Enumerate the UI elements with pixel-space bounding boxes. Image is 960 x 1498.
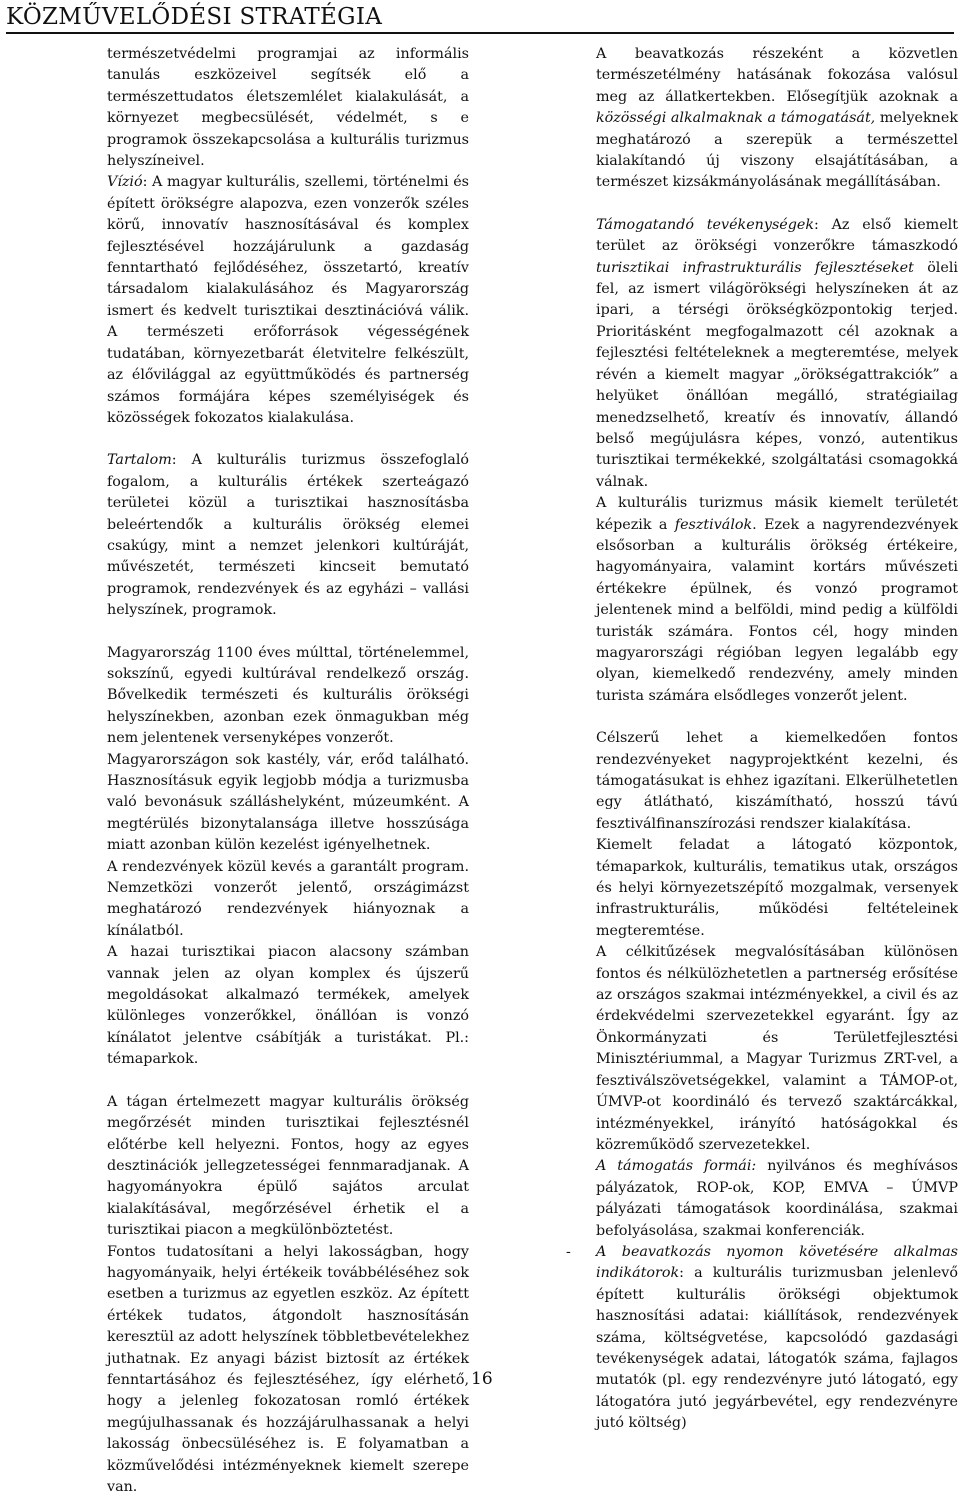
paragraph-heritage-preservation: A tágan értelmezett magyar kulturális örökség megőrzését minden turisztikai fejlesztésnél előtérbe kell helyezni. Fontos, hogy az egyes desztinációk jellegzetességei fennmaradjanak. A hagyományokra épülő sajátos arculat kialakításával, megőrzésével érhetik el a turisztikai piacon a megkülönböztetést. bbox=[107, 1093, 469, 1239]
paragraph-large-projects: Célszerű lehet a kiemelkedően fontos rendezvényeket nagyprojektként kezelni, és támogatásukat is ehhez igazítani. Elkerülhetetlen egy átlátható, kiszámítható, hosszú távú fesztiválfinanszírozási rendszer kialakítása. bbox=[596, 730, 958, 832]
paragraph-local-awareness: Fontos tudatosítani a helyi lakosságban, hogy hagyományaik, helyi értékeik továbbéléséhez sok esetben a turizmus az egyetlen eszköz. Az épített értékek tudatos, átgondolt hasznosításán keresztül az adott helyszínek többletbevételekhez juthatnak. Ez anyagi bázist biztosít az értékek fenntartásához és fejlesztéséhez, így elérhető, hogy a jelenleg fokozatosan romló értékek megújulhassanak és hozzájárulhassanak a helyi lakosság önbecsüléséhez is. E folyamatban a közművelődési intézményeknek kiemelt szerepe van. bbox=[107, 1243, 469, 1495]
paragraph-supported-activities bbox=[596, 215, 958, 493]
supported-activities-emphasis: turisztikai infrastrukturális fejlesztéseket bbox=[596, 259, 914, 276]
festivals-text-b: . Ezek a nagyrendezvények elsősorban a kulturális örökség értékeire, hagyományaira, valamint kortárs művészeti értékekre épülnek, és vonzó programot jelentenek mind a belföldi, mind pedig a külföldi turisták számára. Fontos cél, hogy minden magyarországi régióban legyen legalább egy olyan, kiemelkedő rendezvény, amely minden turista számára elsődleges vonzerőt jelent. bbox=[596, 516, 958, 704]
paragraph-key-task: Kiemelt feladat a látogató központok, témaparkok, kulturális, tematikus utak, országos és helyi környezetszépítő mozgalmak, versenyek infrastrukturális, működési feltételeinek megteremtése. bbox=[596, 837, 958, 939]
content-label: Tartalom bbox=[107, 452, 172, 469]
page-number: 16 bbox=[471, 1369, 493, 1389]
paragraph-festivals bbox=[596, 493, 958, 707]
paragraph-content bbox=[107, 450, 469, 621]
page-header bbox=[6, 3, 954, 34]
paragraph-castles: Magyarországon sok kastély, vár, erőd található. Hasznosításuk egyik legjobb módja a turizmusba való bevonásuk szálláshelyként, múzeumként. A megtérülés bizonytalansága illetve hosszúsága miatt azonban külön kezelést igényelhetnek. bbox=[107, 751, 469, 854]
intervention-text-a: A beavatkozás részeként a közvetlen természetélmény hatásának fokozása valósul meg az állatkertekben. Elősegítjük azoknak a bbox=[596, 46, 958, 105]
right-column bbox=[566, 44, 958, 1435]
paragraph-partnership: A célkitűzések megvalósításában különösen fontos és nélkülözhetetlen a partnerség erősítése az országos szakmai intézményekkel, a civil és az érdekvédelmi szervezetekkel egyaránt. Így az Önkormányzati és Területfejlesztési Minisztériummal, a Magyar Turizmus ZRT-vel, a fesztiválszövetségekkel, valamint a TÁMOP-ot, ÚMVP-ot koordináló és tervező szaktárcákkal, intézményekkel, irányító hatóságokkal és közreműködő szervezetekkel. bbox=[596, 944, 958, 1153]
supported-activities-text-b: öleli fel, az ismert világörökségi helyszíneken át az ipari, a térségi örökségközpontokig terjed. Prioritásként megfogalmazott cél azoknak a fejlesztési feltételeknek a megteremtése, melyek révén a kiemelt magyar „örökségattrakciók” a helyüket önállóan megálló, stratégiailag menedzselhető, kreatív és innovatív, állandó belső megújulásra képes, vonzó, autentikus turisztikai termékekké, szolgáltatási csomagokká válnak. bbox=[596, 259, 958, 490]
paragraph-complex-products: A hazai turisztikai piacon alacsony számban vannak jelen az olyan komplex és újszerű megoldásokat alkalmazó termékek, amelyek különleges vonzerőkkel, önállóan is vonzó kínálatot jelentve csábítják a turistákat. Pl.: témaparkok. bbox=[107, 944, 469, 1068]
indicators-label: A beavatkozás nyomon követésére alkalmas indikátorok bbox=[596, 1243, 958, 1282]
support-forms-text: nyilvános és meghívásos pályázatok, ROP-ok, KOP, EMVA – ÚMVP pályázati támogatások koordinálása, szakmai befolyásolása, szakmai konferenciák. bbox=[596, 1158, 958, 1239]
paragraph-intervention bbox=[596, 44, 958, 194]
paragraph-intro-continuation: természetvédelmi programjai az informális tanulás eszközeivel segítsék elő a természettudatos életszemlélet kialakulását, a környezet megbecsülését, védelmét, s e programok összekapcsolása a kulturális turizmus helyszíneivel. bbox=[107, 46, 469, 170]
vision-text: : A magyar kulturális, szellemi, történelmi és épített örökségre alapozva, ezen vonzerők széles körű, innovatív hasznosításával és komplex fejlesztésével hozzájárulunk a gazdaság fenntartható fejlődéséhez, összetartó, kreatív társadalom kialakulásához és Magyarország ismert és kedvelt turisztikai desztinációvá válik. A természeti erőforrások végességének tudatában, környezetbarát életvitelre felkészült, az élővilággal az együttműködés és partnerség számos formájára képes személyiségek és közösségek fokozatos kialakulása. bbox=[107, 174, 469, 426]
list-dash: - bbox=[566, 1243, 571, 1260]
indicators-text: : a kulturális turizmusban jelenlevő épített kulturális örökségi objektumok hasznosítási adatai: kiállítások, rendezvények száma, költségvetése, kapcsolódó gazdasági tevékenységek adatai, látogatók száma, fajlagos mutatók (pl. egy rendezvényre jutó látogató, egy látogatóra jutó jegyárbevétel, egy rendezvényre jutó költség) bbox=[596, 1265, 958, 1432]
supported-activities-text-a: : Az első kiemelt terület az örökségi vonzerőkre támaszkodó bbox=[596, 216, 958, 255]
list-item-indicators bbox=[566, 1242, 958, 1435]
content-text: : A kulturális turizmus összefoglaló fogalom, a kulturális értékek szerteágazó területei közül a turisztikai hasznosításba beleértendők a kulturális örökség elemei csakúgy, mint a nemzet jelenkori kultúráját, művészetét, természeti kincseit bemutató programok, rendezvények és az egyházi – vallási helyszínek, programok. bbox=[107, 452, 469, 619]
paragraph-vision bbox=[107, 172, 469, 429]
festivals-text-a: A kulturális turizmus másik kiemelt területét képezik a bbox=[596, 495, 958, 533]
left-column bbox=[107, 44, 469, 1498]
intervention-emphasis: közösségi alkalmaknak a támogatását, bbox=[596, 110, 876, 127]
support-forms-label: A támogatás formái: bbox=[596, 1158, 757, 1175]
supported-activities-label: Támogatandó tevékenységek bbox=[596, 216, 815, 233]
intervention-text-b: melyeknek meghatározó a szerepük a természettel kialakítandó új viszony elsajátításában, a természet kizsákmányolásának megállításában. bbox=[596, 110, 958, 191]
paragraph-events: A rendezvények közül kevés a garantált program. Nemzetközi vonzerőt jelentő, országimázst meghatározó rendezvények hiányoznak a kínálatból. bbox=[107, 858, 469, 939]
vision-label: Vízió bbox=[107, 174, 143, 191]
paragraph-hungary-heritage: Magyarország 1100 éves múlttal, történelemmel, sokszínű, egyedi kultúrával rendelkező ország. Bővelkedik természeti és kulturális örökségi helyszínekben, azonban ezek önmagukban még nem jelentenek versenyképes vonzerőt. bbox=[107, 644, 469, 747]
running-header-title: KÖZMŰVELŐDÉSI STRATÉGIA bbox=[6, 4, 383, 30]
festivals-emphasis: fesztiválok bbox=[674, 516, 753, 533]
paragraph-support-forms bbox=[596, 1156, 958, 1242]
